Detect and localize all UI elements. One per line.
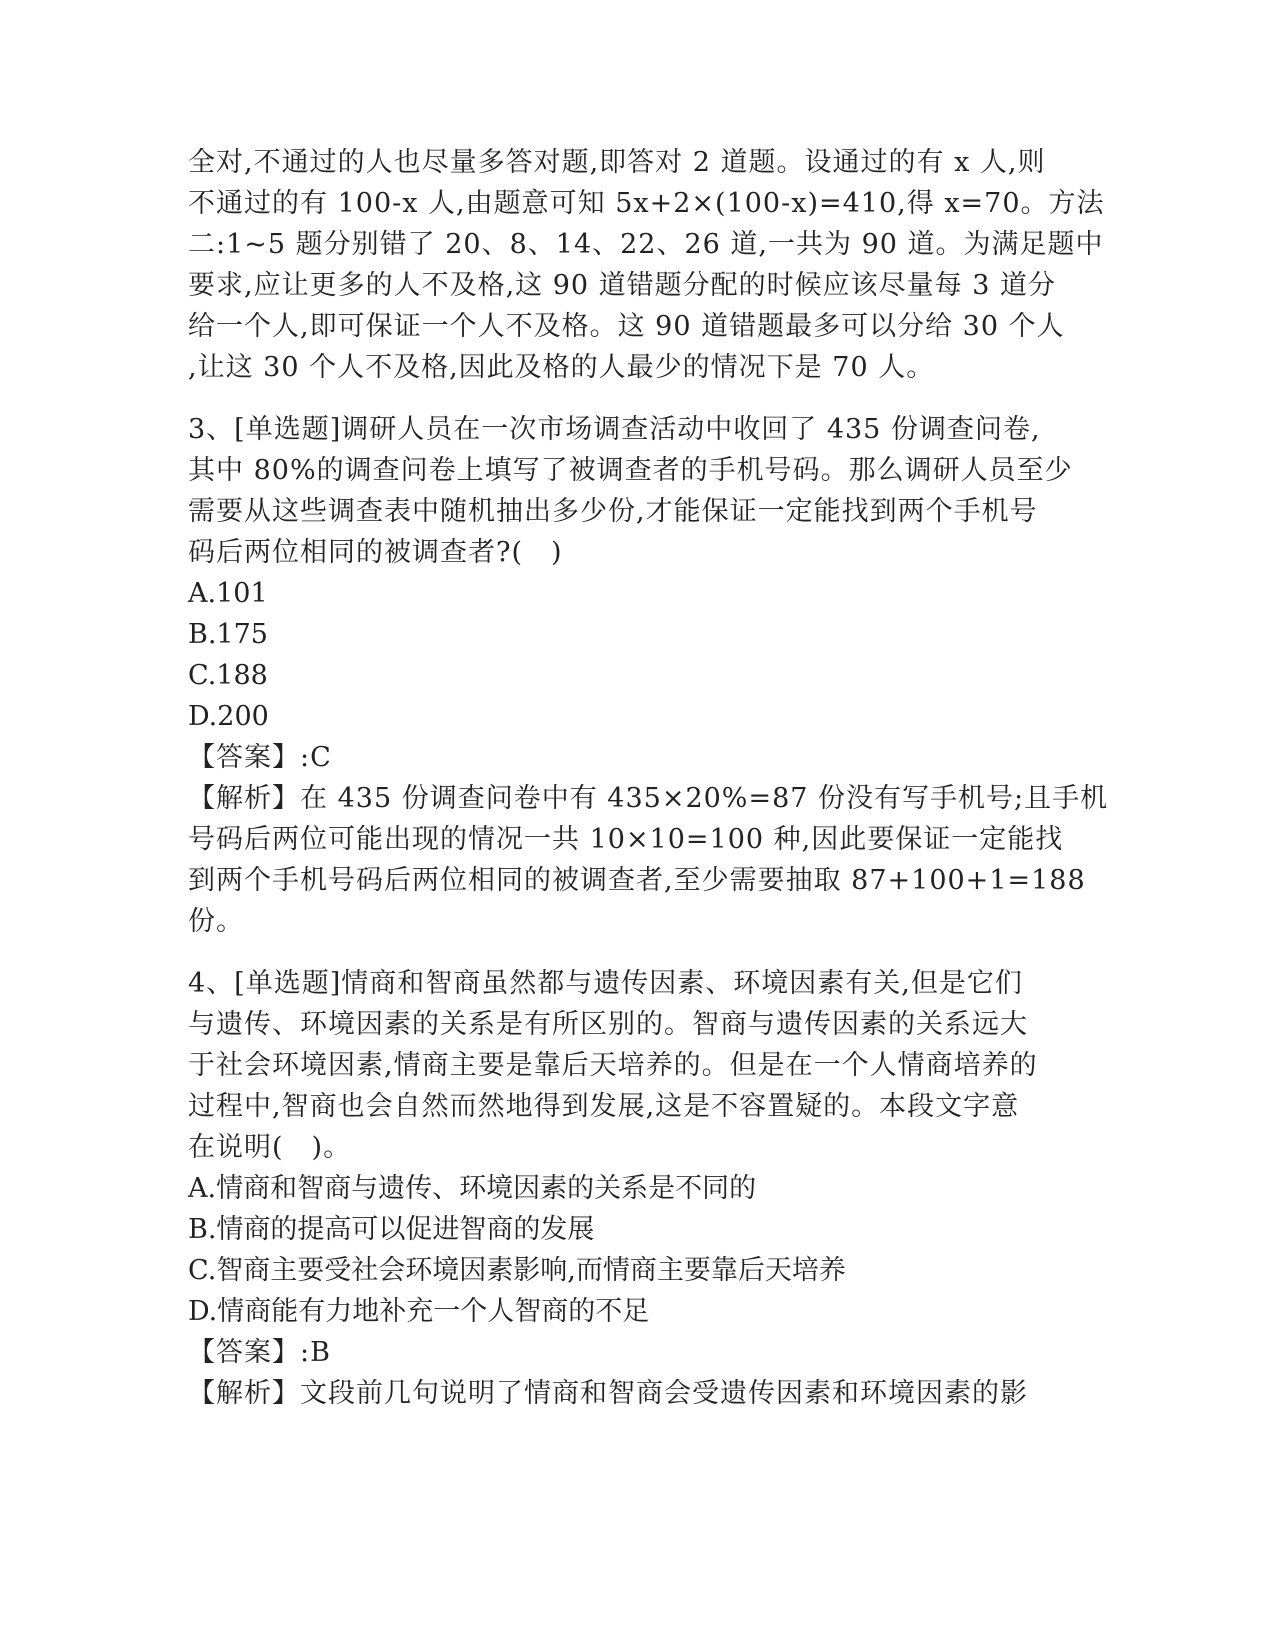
option-a: A.101 bbox=[188, 578, 268, 609]
answer-line: 【答案】:C bbox=[188, 742, 332, 773]
question-stem-line: 3、[单选题]调研人员在一次市场调查活动中收回了 435 份调查问卷, bbox=[188, 414, 1041, 445]
analysis-line: 份。 bbox=[188, 906, 244, 937]
question-stem-line: 码后两位相同的被调查者?( ) bbox=[188, 537, 563, 568]
option-a: A.情商和智商与遗传、环境因素的关系是不同的 bbox=[188, 1173, 757, 1204]
question-stem-line: 于社会环境因素,情商主要是靠后天培养的。但是在一个人情商培养的 bbox=[188, 1050, 1038, 1081]
explanation-line: 给一个人,即可保证一个人不及格。这 90 道错题最多可以分给 30 个人 bbox=[188, 311, 1065, 342]
question-stem-line: 与遗传、环境因素的关系是有所区别的。智商与遗传因素的关系远大 bbox=[188, 1009, 1028, 1040]
analysis-line: 号码后两位可能出现的情况一共 10×10=100 种,因此要保证一定能找 bbox=[188, 824, 1064, 855]
option-b: B.175 bbox=[188, 619, 268, 650]
explanation-line: 要求,应让更多的人不及格,这 90 道错题分配的时候应该尽量每 3 道分 bbox=[188, 270, 1057, 301]
analysis-line: 到两个手机号码后两位相同的被调查者,至少需要抽取 87+100+1=188 bbox=[188, 865, 1086, 896]
analysis-line: 【解析】文段前几句说明了情商和智商会受遗传因素和环境因素的影 bbox=[188, 1378, 1028, 1409]
question-stem-line: 过程中,智商也会自然而然地得到发展,这是不容置疑的。本段文字意 bbox=[188, 1091, 1020, 1122]
option-c: C.188 bbox=[188, 660, 268, 691]
answer-line: 【答案】:B bbox=[188, 1337, 331, 1368]
analysis-line: 【解析】在 435 份调查问卷中有 435×20%=87 份没有写手机号;且手机 bbox=[188, 783, 1109, 814]
explanation-line: 全对,不通过的人也尽量多答对题,即答对 2 道题。设通过的有 x 人,则 bbox=[188, 147, 1046, 178]
question-stem-line: 4、[单选题]情商和智商虽然都与遗传因素、环境因素有关,但是它们 bbox=[188, 968, 1023, 999]
explanation-line: 不通过的有 100-x 人,由题意可知 5x+2×(100-x)=410,得 x=70。方法 bbox=[188, 188, 1105, 219]
option-b: B.情商的提高可以促进智商的发展 bbox=[188, 1214, 595, 1245]
option-d: D.200 bbox=[188, 701, 269, 732]
explanation-line: ,让这 30 个人不及格,因此及格的人最少的情况下是 70 人。 bbox=[188, 352, 935, 383]
option-d: D.情商能有力地补充一个人智商的不足 bbox=[188, 1296, 650, 1327]
question-stem-line: 在说明( )。 bbox=[188, 1132, 352, 1163]
question-stem-line: 需要从这些调查表中随机抽出多少份,才能保证一定能找到两个手机号 bbox=[188, 496, 1038, 527]
option-c: C.智商主要受社会环境因素影响,而情商主要靠后天培养 bbox=[188, 1255, 846, 1286]
question-stem-line: 其中 80%的调查问卷上填写了被调查者的手机号码。那么调研人员至少 bbox=[188, 455, 1073, 486]
explanation-line: 二:1~5 题分别错了 20、8、14、22、26 道,一共为 90 道。为满足题中 bbox=[188, 229, 1104, 260]
